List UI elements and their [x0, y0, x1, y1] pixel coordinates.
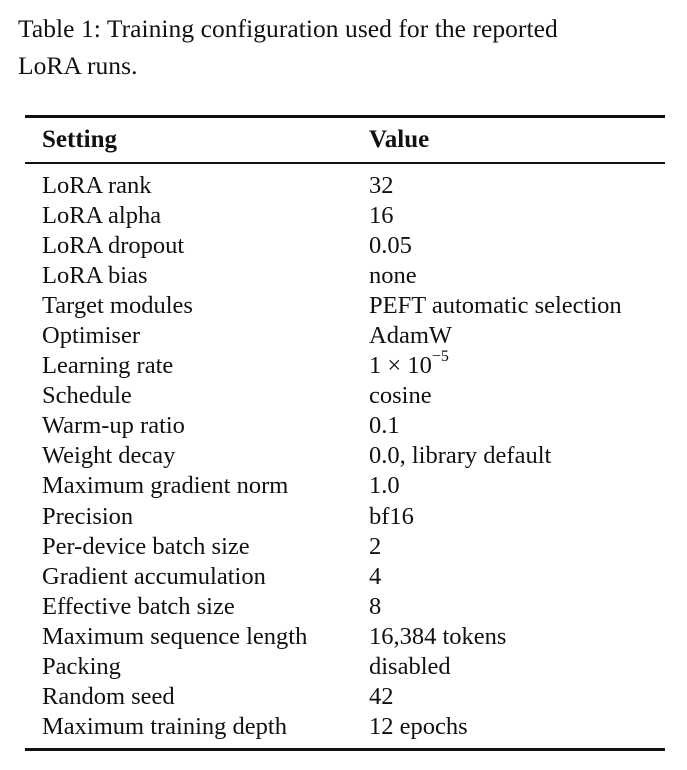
value-cell [369, 532, 381, 562]
table-row [0, 231, 687, 261]
value-cell [369, 652, 451, 682]
value-text: 0.0, library default [369, 442, 552, 470]
setting-cell: Random seed [42, 682, 175, 710]
setting-cell: Maximum training depth [42, 712, 287, 740]
table-header-rule [25, 162, 665, 164]
value-text: AdamW [369, 322, 452, 350]
value-text: 8 [369, 592, 382, 620]
table-row [0, 381, 687, 411]
value-text: 0.1 [369, 412, 400, 440]
table-header-row [0, 122, 687, 158]
setting-cell: Packing [42, 652, 121, 680]
value-text: 16,384 tokens [369, 622, 507, 650]
value-text: cosine [369, 382, 432, 410]
setting-cell: LoRA bias [42, 262, 148, 290]
setting-cell: Learning rate [42, 352, 174, 380]
value-cell [369, 411, 400, 441]
table-caption [18, 10, 678, 84]
table-row [0, 471, 687, 501]
caption-line-1: Table 1: Training configuration used for the reported [18, 14, 558, 43]
setting-cell: LoRA dropout [42, 232, 185, 260]
setting-cell: Maximum gradient norm [42, 472, 289, 500]
value-cell [369, 261, 417, 291]
setting-cell: Optimiser [42, 322, 140, 350]
table-row [0, 652, 687, 682]
table-body [0, 171, 687, 742]
value-text: 4 [369, 562, 382, 590]
setting-cell: LoRA alpha [42, 202, 162, 230]
value-cell [369, 201, 394, 231]
value-text: 32 [369, 172, 394, 199]
value-text: 16 [369, 202, 394, 230]
table-row [0, 592, 687, 622]
value-cell [369, 471, 400, 501]
table-row [0, 411, 687, 441]
header-value: Value [369, 126, 430, 153]
value-cell [369, 622, 506, 652]
value-cell [369, 171, 394, 201]
table-row [0, 261, 687, 291]
table-row [0, 321, 687, 351]
value-text: 42 [369, 682, 394, 710]
value-text: 2 [369, 532, 382, 560]
table-row [0, 291, 687, 321]
table-row [0, 682, 687, 712]
setting-cell: Precision [42, 502, 134, 530]
value-exponent: −5 [431, 348, 449, 366]
value-cell [369, 291, 622, 321]
value-cell [369, 441, 551, 471]
table-row [0, 622, 687, 652]
value-cell [369, 348, 449, 381]
table-row [0, 532, 687, 562]
value-text: 1 × 10 [369, 352, 432, 380]
setting-cell: Target modules [42, 292, 193, 320]
value-cell [369, 381, 432, 411]
value-cell [369, 682, 394, 712]
table-row [0, 171, 687, 201]
table-top-rule [25, 115, 665, 118]
value-cell [369, 562, 381, 592]
setting-cell: Maximum sequence length [42, 622, 308, 650]
setting-cell: Warm-up ratio [42, 412, 185, 440]
table-row [0, 502, 687, 532]
value-cell [369, 592, 381, 622]
setting-cell: Weight decay [42, 442, 176, 470]
value-text: 1.0 [369, 472, 400, 500]
header-setting: Setting [42, 126, 117, 153]
value-text: disabled [369, 652, 451, 680]
setting-cell: Gradient accumulation [42, 562, 266, 590]
setting-cell: Per-device batch size [42, 532, 250, 560]
value-cell [369, 712, 468, 742]
value-cell [369, 231, 412, 261]
value-text: bf16 [369, 502, 414, 530]
table-row [0, 201, 687, 231]
value-cell [369, 321, 452, 351]
table-row [0, 348, 687, 381]
caption-line-2: LoRA runs. [18, 51, 138, 80]
table-bottom-rule [25, 748, 665, 751]
setting-cell: Effective batch size [42, 592, 235, 620]
value-text: 12 epochs [369, 712, 468, 740]
setting-cell: LoRA rank [42, 172, 152, 199]
value-text: PEFT automatic selection [369, 292, 622, 320]
table-row [0, 441, 687, 471]
table-row [0, 562, 687, 592]
table-row [0, 712, 687, 742]
value-text: none [369, 262, 417, 290]
value-cell [369, 502, 414, 532]
value-text: 0.05 [369, 232, 412, 260]
setting-cell: Schedule [42, 382, 132, 410]
